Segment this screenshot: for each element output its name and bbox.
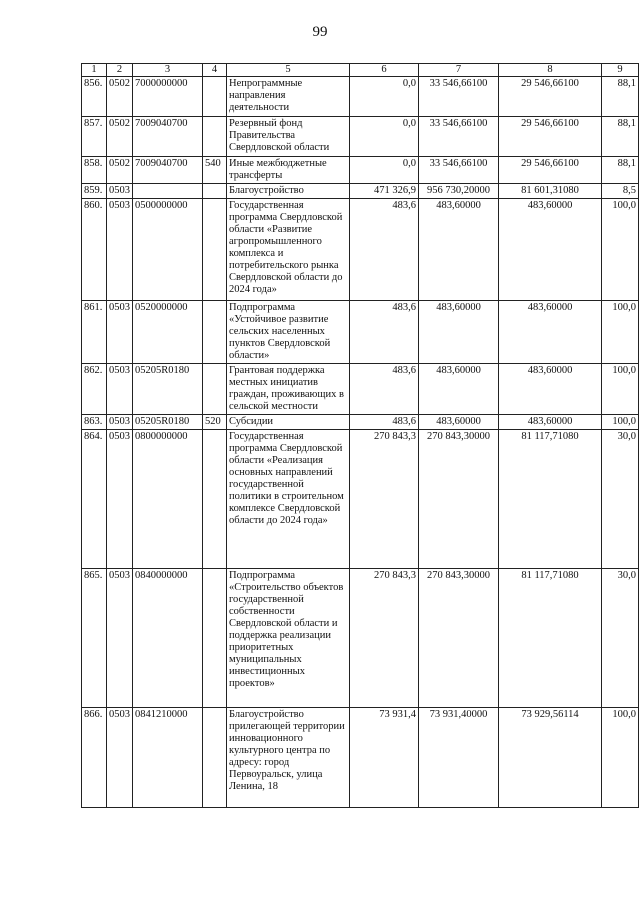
section-code: 0502 bbox=[107, 77, 133, 117]
value-col8: 81 117,71080 bbox=[499, 569, 602, 708]
item-name: Благоустройство bbox=[227, 184, 350, 199]
target-code: 05205R0180 bbox=[133, 364, 203, 415]
target-code: 05205R0180 bbox=[133, 415, 203, 430]
table-row bbox=[82, 364, 639, 415]
target-code: 7000000000 bbox=[133, 77, 203, 117]
value-col7: 270 843,30000 bbox=[419, 569, 499, 708]
expense-type-code: 540 bbox=[203, 157, 227, 184]
section-code: 0503 bbox=[107, 364, 133, 415]
column-header: 3 bbox=[133, 64, 203, 77]
table-row bbox=[82, 415, 639, 430]
value-col6: 483,6 bbox=[350, 301, 419, 364]
value-col8: 81 117,71080 bbox=[499, 430, 602, 569]
value-col8: 81 601,31080 bbox=[499, 184, 602, 199]
percent-value: 88,1 bbox=[602, 117, 639, 157]
value-col6: 471 326,9 bbox=[350, 184, 419, 199]
row-number: 865. bbox=[82, 569, 107, 708]
section-code: 0503 bbox=[107, 301, 133, 364]
row-number: 863. bbox=[82, 415, 107, 430]
section-code: 0503 bbox=[107, 430, 133, 569]
column-header: 9 bbox=[602, 64, 639, 77]
value-col6: 0,0 bbox=[350, 117, 419, 157]
value-col8: 483,60000 bbox=[499, 415, 602, 430]
value-col7: 483,60000 bbox=[419, 199, 499, 301]
target-code bbox=[133, 184, 203, 199]
item-name: Иные межбюджетные трансферты bbox=[227, 157, 350, 184]
target-code: 7009040700 bbox=[133, 157, 203, 184]
target-code: 0800000000 bbox=[133, 430, 203, 569]
percent-value: 100,0 bbox=[602, 415, 639, 430]
expense-type-code bbox=[203, 77, 227, 117]
expense-type-code bbox=[203, 184, 227, 199]
item-name: Субсидии bbox=[227, 415, 350, 430]
table-row bbox=[82, 157, 639, 184]
table-row bbox=[82, 117, 639, 157]
value-col7: 33 546,66100 bbox=[419, 117, 499, 157]
expense-type-code bbox=[203, 364, 227, 415]
percent-value: 8,5 bbox=[602, 184, 639, 199]
percent-value: 30,0 bbox=[602, 430, 639, 569]
column-header: 6 bbox=[350, 64, 419, 77]
row-number: 857. bbox=[82, 117, 107, 157]
item-name: Резервный фонд Правительства Свердловской области bbox=[227, 117, 350, 157]
item-name: Подпрограмма «Устойчивое развитие сельских населенных пунктов Свердловской области» bbox=[227, 301, 350, 364]
percent-value: 88,1 bbox=[602, 157, 639, 184]
value-col7: 270 843,30000 bbox=[419, 430, 499, 569]
column-header: 8 bbox=[499, 64, 602, 77]
item-name: Грантовая поддержка местных инициатив граждан, проживающих в сельской местности bbox=[227, 364, 350, 415]
value-col8: 483,60000 bbox=[499, 364, 602, 415]
column-header: 1 bbox=[82, 64, 107, 77]
value-col8: 73 929,56114 bbox=[499, 708, 602, 808]
target-code: 0500000000 bbox=[133, 199, 203, 301]
row-number: 862. bbox=[82, 364, 107, 415]
expense-type-code bbox=[203, 199, 227, 301]
row-number: 866. bbox=[82, 708, 107, 808]
expense-type-code: 520 bbox=[203, 415, 227, 430]
value-col6: 483,6 bbox=[350, 199, 419, 301]
item-name: Государственная программа Свердловской области «Реализация основных направлений государственной политики в строительном комплексе Свердловской области до 2024 года» bbox=[227, 430, 350, 569]
value-col6: 270 843,3 bbox=[350, 430, 419, 569]
row-number: 859. bbox=[82, 184, 107, 199]
target-code: 7009040700 bbox=[133, 117, 203, 157]
value-col7: 33 546,66100 bbox=[419, 157, 499, 184]
value-col7: 956 730,20000 bbox=[419, 184, 499, 199]
table-header-row bbox=[82, 64, 639, 77]
section-code: 0502 bbox=[107, 117, 133, 157]
target-code: 0840000000 bbox=[133, 569, 203, 708]
percent-value: 100,0 bbox=[602, 199, 639, 301]
table-row bbox=[82, 301, 639, 364]
column-header: 7 bbox=[419, 64, 499, 77]
percent-value: 100,0 bbox=[602, 301, 639, 364]
table-row bbox=[82, 77, 639, 117]
value-col7: 33 546,66100 bbox=[419, 77, 499, 117]
expense-type-code bbox=[203, 569, 227, 708]
column-header: 5 bbox=[227, 64, 350, 77]
expense-type-code bbox=[203, 430, 227, 569]
value-col6: 0,0 bbox=[350, 157, 419, 184]
value-col8: 29 546,66100 bbox=[499, 157, 602, 184]
row-number: 858. bbox=[82, 157, 107, 184]
row-number: 864. bbox=[82, 430, 107, 569]
row-number: 856. bbox=[82, 77, 107, 117]
value-col8: 29 546,66100 bbox=[499, 117, 602, 157]
value-col6: 270 843,3 bbox=[350, 569, 419, 708]
expense-type-code bbox=[203, 117, 227, 157]
item-name: Непрограммные направления деятельности bbox=[227, 77, 350, 117]
row-number: 861. bbox=[82, 301, 107, 364]
value-col8: 29 546,66100 bbox=[499, 77, 602, 117]
item-name: Благоустройство прилегающей территории инновационного культурного центра по адресу: город Первоуральск, улица Ленина, 18 bbox=[227, 708, 350, 808]
page-number: 99 bbox=[312, 24, 328, 40]
value-col8: 483,60000 bbox=[499, 199, 602, 301]
section-code: 0503 bbox=[107, 708, 133, 808]
section-code: 0503 bbox=[107, 415, 133, 430]
percent-value: 30,0 bbox=[602, 569, 639, 708]
value-col6: 483,6 bbox=[350, 364, 419, 415]
value-col8: 483,60000 bbox=[499, 301, 602, 364]
table-row bbox=[82, 569, 639, 708]
percent-value: 100,0 bbox=[602, 364, 639, 415]
table-row bbox=[82, 199, 639, 301]
section-code: 0503 bbox=[107, 569, 133, 708]
section-code: 0502 bbox=[107, 157, 133, 184]
value-col7: 483,60000 bbox=[419, 364, 499, 415]
value-col7: 483,60000 bbox=[419, 301, 499, 364]
row-number: 860. bbox=[82, 199, 107, 301]
table-row bbox=[82, 430, 639, 569]
value-col6: 0,0 bbox=[350, 77, 419, 117]
section-code: 0503 bbox=[107, 184, 133, 199]
column-header: 4 bbox=[203, 64, 227, 77]
value-col6: 73 931,4 bbox=[350, 708, 419, 808]
table-row bbox=[82, 184, 639, 199]
item-name: Государственная программа Свердловской области «Развитие агропромышленного комплекса и потребительского рынка Свердловской области до 2024 года» bbox=[227, 199, 350, 301]
percent-value: 88,1 bbox=[602, 77, 639, 117]
column-header: 2 bbox=[107, 64, 133, 77]
value-col6: 483,6 bbox=[350, 415, 419, 430]
budget-table bbox=[81, 63, 639, 808]
section-code: 0503 bbox=[107, 199, 133, 301]
value-col7: 483,60000 bbox=[419, 415, 499, 430]
expense-type-code bbox=[203, 301, 227, 364]
table-row bbox=[82, 708, 639, 808]
percent-value: 100,0 bbox=[602, 708, 639, 808]
target-code: 0520000000 bbox=[133, 301, 203, 364]
value-col7: 73 931,40000 bbox=[419, 708, 499, 808]
target-code: 0841210000 bbox=[133, 708, 203, 808]
item-name: Подпрограмма «Строительство объектов государственной собственности Свердловской области и поддержка реализации приоритетных муниципальных инвестиционных проектов» bbox=[227, 569, 350, 708]
expense-type-code bbox=[203, 708, 227, 808]
